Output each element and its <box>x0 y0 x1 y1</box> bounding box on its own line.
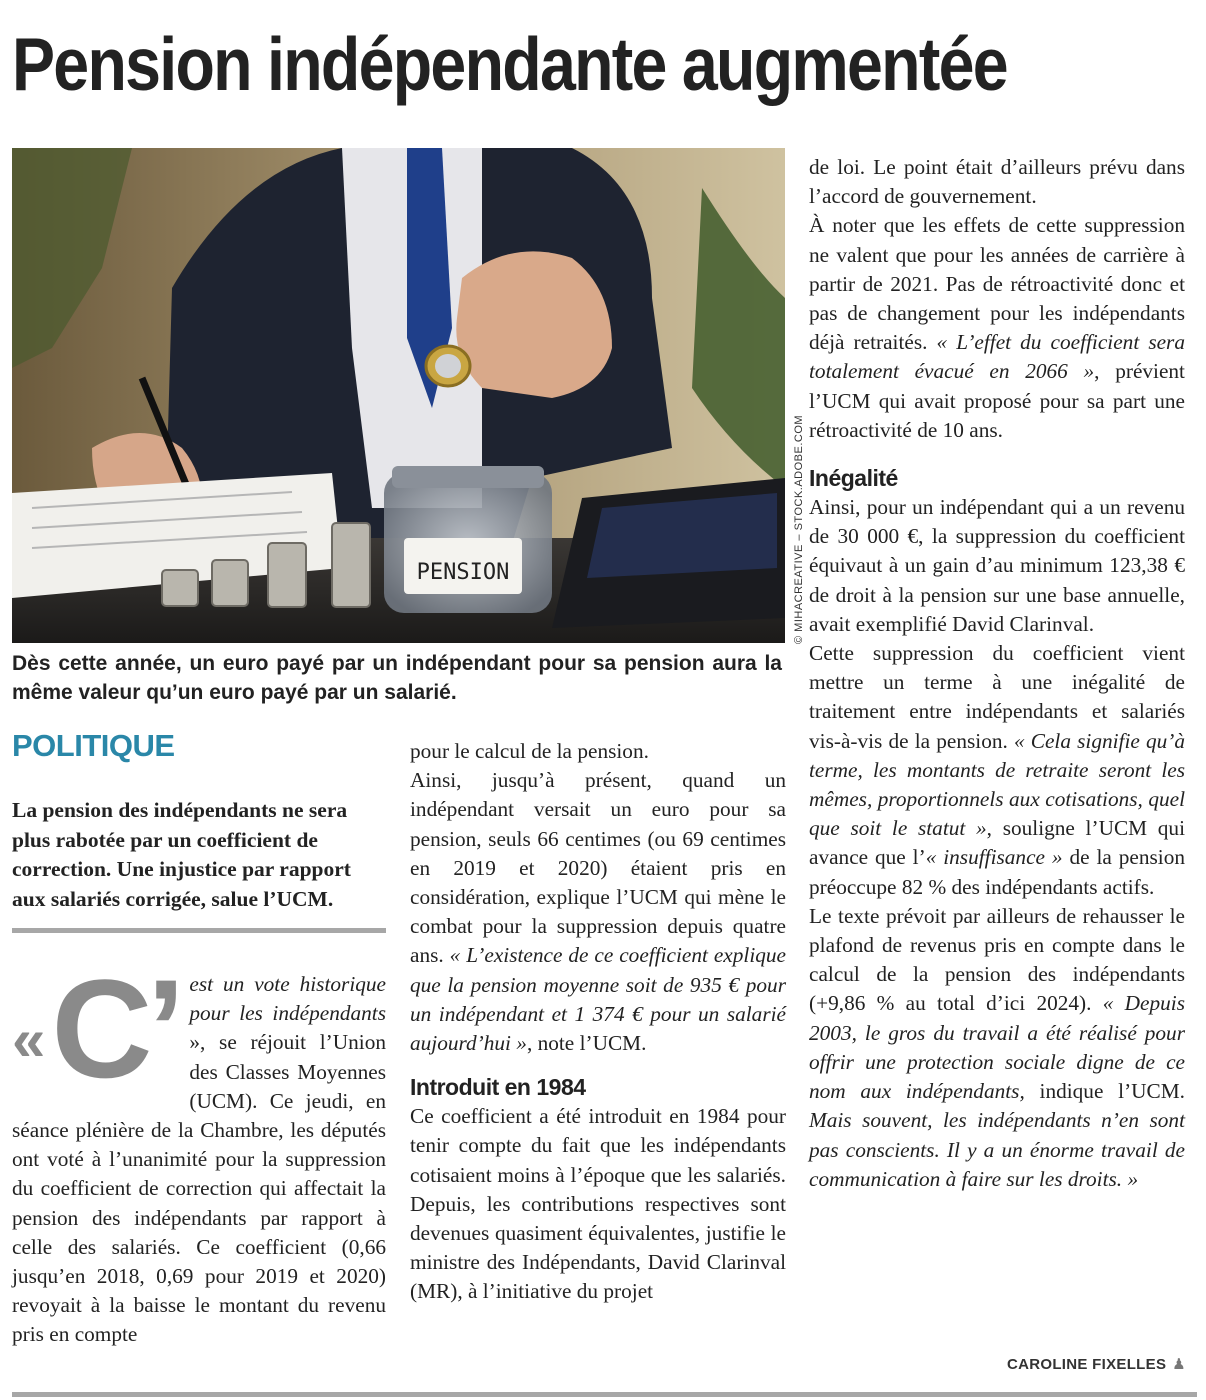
article-column-3 <box>809 153 1185 1194</box>
headline: Pension indépendante augmentée <box>12 22 1007 106</box>
article-column-2 <box>410 737 786 1307</box>
section-rubric: POLITIQUE <box>12 728 175 763</box>
bottom-divider <box>12 1392 1197 1397</box>
paragraph: Ce coefficient a été introduit en 1984 pour tenir compte du fait que les indépendants cotisaient moins à l’époque que les salariés. Depuis, les contributions respectives sont devenues quasiment équivalentes, justifie le ministre des Indépendants, David Clarinval (MR), à l’initiative du projet <box>410 1104 786 1304</box>
paragraph: Cette suppression du coefficient vient mettre un terme à une inégalité de traitement entre indépendants et salariés vis-à-vis de la pension. « Cela signifie qu’à terme, les montants de retraite seront les mêmes, proportionnels aux cotisations, quel que soit le statut », souligne l’UCM qui avance que l’« insuffisance » de la pension préoccupe 82 % des indépendants actifs. <box>809 641 1186 899</box>
byline: CAROLINE FIXELLES ♟ <box>1006 1356 1186 1373</box>
paragraph: Le texte prévoit par ailleurs de rehausser le plafond de revenus pris en compte dans le calcul de la pension des indépendants (+9,86 % au total d’ici 2024). « Depuis 2003, le gros du travail a été réalisé pour offrir une protection sociale digne de ce nom aux indépendants, indique l’UCM. Mais souvent, les indépendants n’en sont pas conscients. Il y a un énorme travail de communication à faire sur les droits. » <box>809 903 1186 1191</box>
article-column-1 <box>12 950 386 1350</box>
author-icon: ♟ <box>1172 1356 1186 1373</box>
paragraph: Ainsi, pour un indépendant qui a un revenu de 30 000 €, la suppression du coefficient équivaut à un gain d’au minimum 123,38 € de droit à la pension sur une base annuelle, avait exemplifié David Clarinval. <box>809 495 1185 636</box>
photo-credit: © MIHACREATIVE – STOCK.ADOBE.COM <box>793 414 805 644</box>
photo-caption: Dès cette année, un euro payé par un indépendant pour sa pension aura la même valeur qu’un euro payé par un salarié. <box>12 652 782 704</box>
paragraph: pour le calcul de la pension. <box>410 739 649 763</box>
subheading: Introduit en 1984 <box>410 1074 586 1101</box>
paragraph: Ainsi, jusqu’à présent, quand un indépendant versait un euro pour sa pension, seuls 66 centimes (ou 69 centimes en 2019 et 2020) étaient pris en considération, explique l’UCM qui mène le combat pour la suppression depuis quatre ans. « L’existence de ce coefficient explique que la pension moyenne soit de 935 € pour un indépendant et 1 374 € pour un salarié aujourd’hui », note l’UCM. <box>410 768 786 1056</box>
drop-cap: C’ <box>51 950 180 1107</box>
lead-quote: est un vote historique pour les indépendants <box>189 972 386 1026</box>
subheading: Inégalité <box>809 465 898 492</box>
divider <box>12 928 386 933</box>
paragraph: À noter que les effets de cette suppression ne valent que pour les années de carrière à partir de 2021. Pas de rétroactivité donc et pas de changement pour les indépendants déjà retraités. « L’effet du coefficient sera totalement évacué en 2066 », prévient l’UCM qui avait proposé pour sa part une rétroactivité de 10 ans. <box>809 213 1185 442</box>
article-lede: La pension des indépendants ne sera plus rabotée par un coefficient de correction. Une injustice par rapport aux salariés corrigée, salue l’UCM. <box>12 798 351 911</box>
paragraph: de loi. Le point était d’ailleurs prévu dans l’accord de gouvernement. <box>809 155 1185 209</box>
jar-label: PENSION <box>416 560 510 585</box>
article-photo <box>12 148 785 643</box>
open-quote-mark: « <box>12 1006 46 1073</box>
lead-text: », se réjouit l’Union des Classes Moyennes (UCM). Ce jeudi, en séance plénière de la Chambre, les députés ont voté à l’unanimité pour la suppression du coefficient de correction qui affectait la pension des indépendants par rapport à celle des salariés. Ce coefficient (0,66 jusqu’en 2018, 0,69 pour 2019 et 2020) revoyait à la baisse le montant du revenu pris en compte <box>12 1030 386 1347</box>
